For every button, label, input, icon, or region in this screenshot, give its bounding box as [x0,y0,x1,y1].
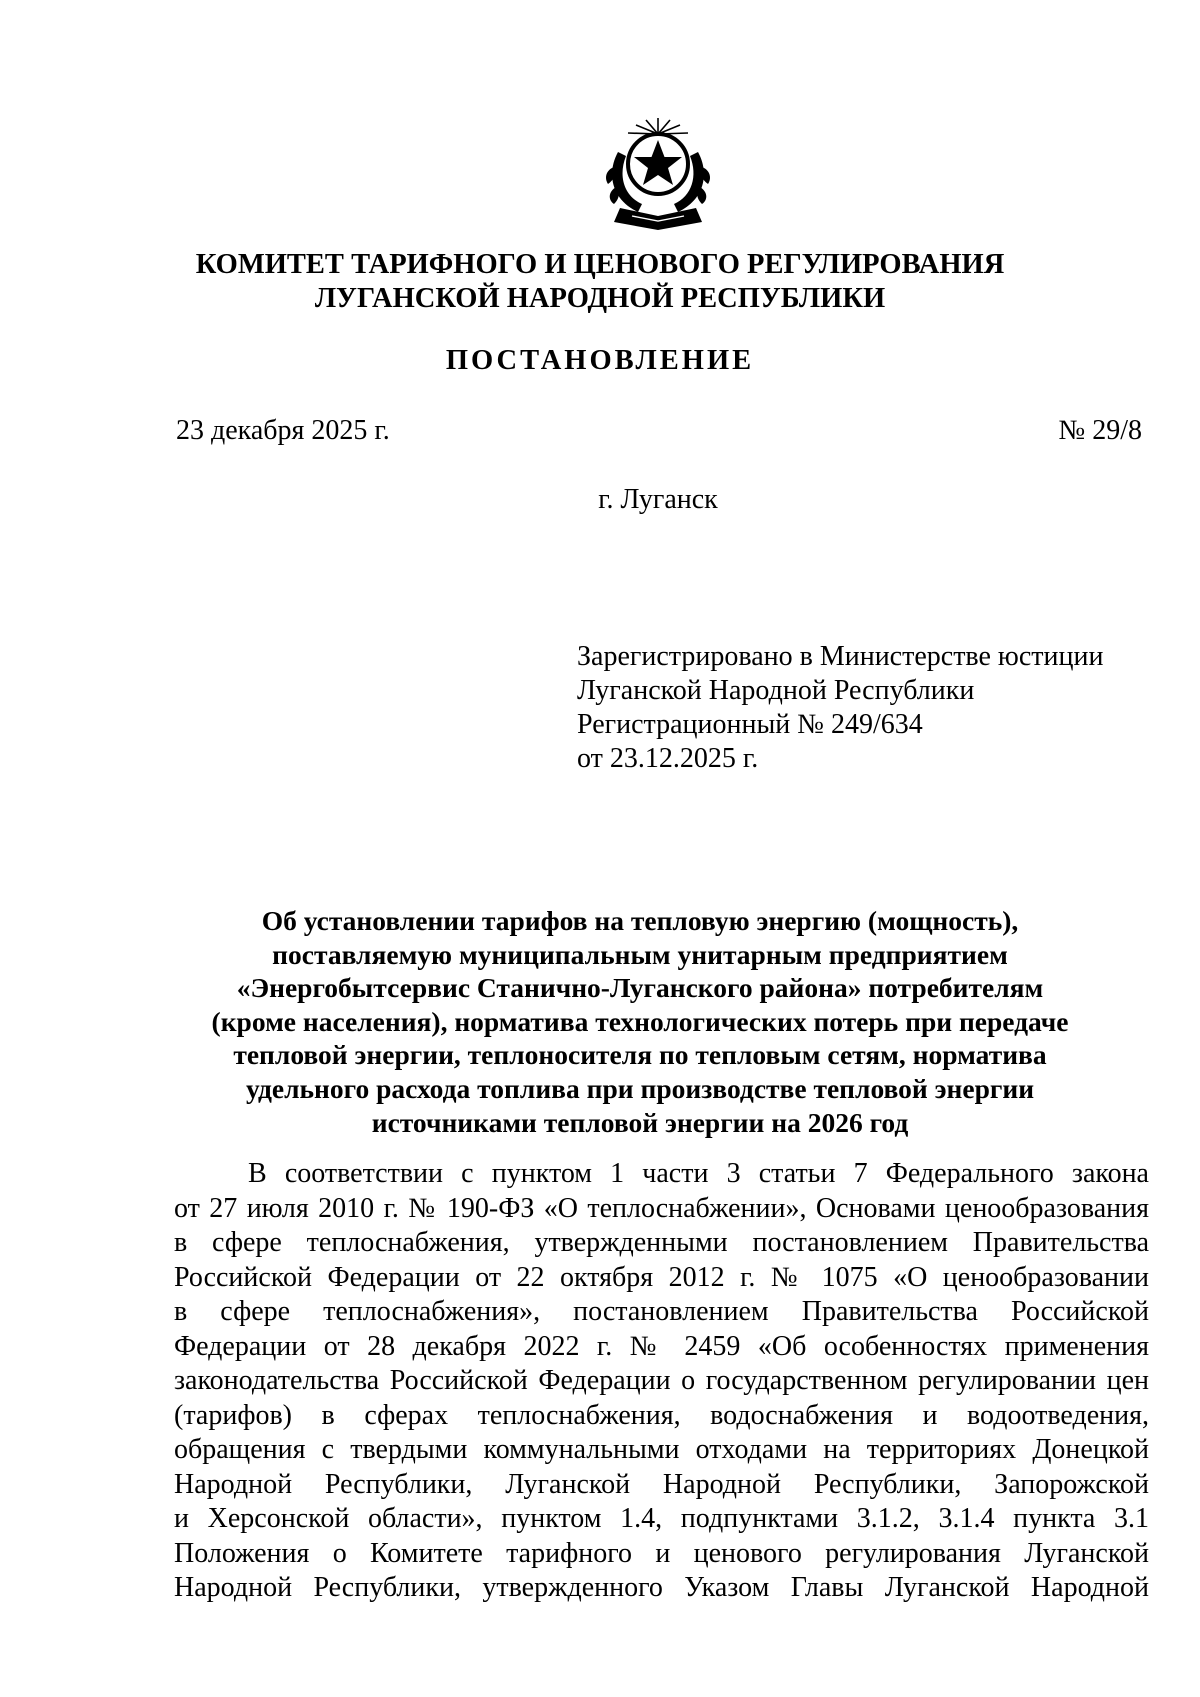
registration-line: Регистрационный № 249/634 [577,709,923,740]
body-paragraph [174,1157,1149,1606]
body-line: Положения о Комитете тарифного и ценового регулирования Луганской [174,1537,1149,1569]
body-line: и Херсонской области», пунктом 1.4, подпунктами 3.1.2, 3.1.4 пункта 3.1 [174,1503,1149,1534]
body-line: В соответствии с пунктом 1 части 3 статьи 7 Федерального закона [248,1158,1149,1189]
organization-line-1: КОМИТЕТ ТАРИФНОГО И ЦЕНОВОГО РЕГУЛИРОВАНИЯ [195,249,1005,280]
body-line: от 27 июля 2010 г. № 190-ФЗ «О теплоснабжении», Основами ценообразования [174,1192,1149,1224]
body-line: в сфере теплоснабжения, утвержденными постановлением Правительства [174,1227,1149,1258]
title-line: источниками тепловой энергии на 2026 год [371,1106,909,1138]
body-line: обращения с твердыми коммунальными отходами на территориях Донецкой [174,1434,1149,1465]
document-title [160,904,1120,1139]
body-line: законодательства Российской Федерации о государственном регулировании цен [174,1365,1149,1396]
title-line: удельного расхода топлива при производстве тепловой энергии [245,1072,1035,1104]
document-city: г. Луганск [598,484,718,515]
registration-block [577,640,1103,776]
body-line: Российской Федерации от 22 октября 2012 г. № 1075 «О ценообразовании [174,1261,1149,1293]
lpr-coat-of-arms-icon [598,112,718,234]
organization-name [140,248,1060,316]
title-line: (кроме населения), норматива технологических потерь при передаче [211,1005,1069,1037]
title-line: Об установлении тарифов на тепловую энергию (мощность), [261,905,1019,936]
body-line: в сфере теплоснабжения», постановлением Правительства Российской [174,1296,1149,1327]
registration-line: Зарегистрировано в Министерстве юстиции [577,641,1104,672]
title-line: «Энергобытсервис Станично-Луганского района» потребителям [236,972,1044,1004]
body-line: (тарифов) в сферах теплоснабжения, водоснабжения и водоотведения, [174,1399,1149,1431]
body-line: Народной Республики, Луганской Народной Республики, Запорожской [174,1468,1149,1500]
registration-line: от 23.12.2025 г. [577,743,759,774]
document-date: 23 декабря 2025 г. [176,415,390,446]
title-line: поставляемую муниципальным унитарным предприятием [272,938,1008,970]
body-line: Народной Республики, утвержденного Указом Главы Луганской Народной [174,1572,1149,1603]
organization-line-2: ЛУГАНСКОЙ НАРОДНОЙ РЕСПУБЛИКИ [314,283,886,314]
registration-line: Луганской Народной Республики [577,675,975,706]
document-number: № 29/8 [1058,415,1142,446]
body-line: Федерации от 28 декабря 2022 г. № 2459 «Об особенностях применения [174,1330,1149,1362]
document-type: ПОСТАНОВЛЕНИЕ [445,345,755,376]
title-line: тепловой энергии, теплоносителя по тепловым сетям, норматива [233,1039,1047,1071]
